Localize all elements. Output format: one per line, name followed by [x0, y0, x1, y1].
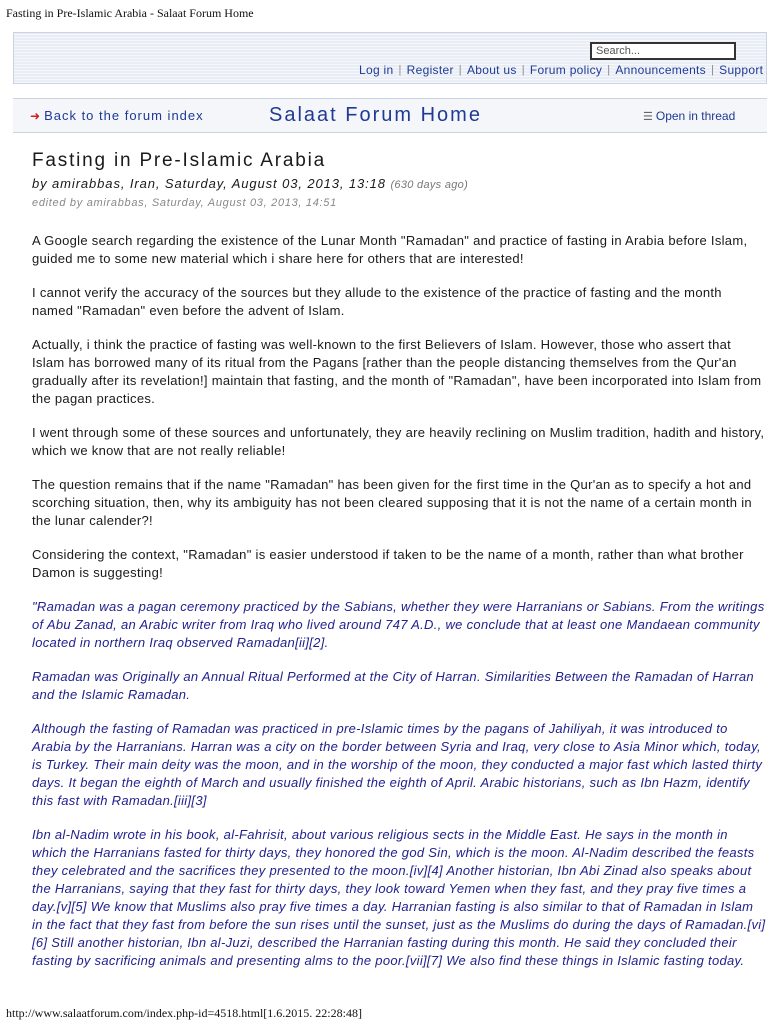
- quoted-paragraph: Although the fasting of Ramadan was practiced in pre-Islamic times by the pagans of Jahiliyah, it was introduced to Arabia by the Harranians. Harran was a city on the border between Syria and Iraq, very close to Asia Minor which, today, is Turkey. Their main deity was the moon, and in the worship of the moon, they conducted a major fast which lasted thirty days. It began the eighth of March and usually finished the eighth of April. Arabic historians, such as Ibn Hazm, identify this fast with Ramadan.[iii][3]: [32, 721, 763, 808]
- post-paragraph: A Google search regarding the existence of the Lunar Month "Ramadan" and practice of fasting in Arabia before Islam, guided me to some new material which i share here for others that are interested!: [32, 233, 748, 266]
- post-paragraph: Considering the context, "Ramadan" is easier understood if taken to be the name of a month, rather than what brother Damon is suggesting!: [32, 547, 744, 580]
- nav-announcements[interactable]: Announcements: [615, 63, 706, 77]
- top-navigation: [359, 62, 765, 78]
- post-paragraph: I cannot verify the accuracy of the sources but they allude to the existence of the practice of fasting and the month named "Ramadan" even before the advent of Islam.: [32, 285, 722, 318]
- nav-separator: |: [398, 64, 402, 76]
- days-ago: (630 days ago): [390, 179, 469, 191]
- print-header-title: Fasting in Pre-Islamic Arabia - Salaat Forum Home: [6, 6, 254, 20]
- nav-support[interactable]: Support: [719, 63, 764, 77]
- nav-log-in[interactable]: Log in: [359, 63, 394, 77]
- nav-separator: |: [710, 64, 715, 76]
- quoted-paragraph: Ramadan was Originally an Annual Ritual Performed at the City of Harran. Similarities Between the Ramadan of Harran and the Islamic Ramadan.: [32, 669, 754, 702]
- nav-register[interactable]: Register: [406, 63, 454, 77]
- back-to-index-link[interactable]: [30, 108, 204, 123]
- open-in-thread-link[interactable]: [643, 109, 735, 123]
- nav-forum-policy[interactable]: Forum policy: [529, 63, 603, 77]
- thread-link-label: Open in thread: [655, 109, 736, 123]
- site-title: Salaat Forum Home: [269, 104, 482, 126]
- print-footer-url: http://www.salaatforum.com/index.php-id=4518.html[1.6.2015. 22:28:48]: [6, 1006, 362, 1020]
- post-title: Fasting in Pre-Islamic Arabia: [32, 150, 327, 171]
- quoted-paragraph: Ibn al-Nadim wrote in his book, al-Fahrisit, about various religious sects in the Middle East. He says in the month in which the Harranians fasted for thirty days, they honored the god Sin, which is the moon. Al-Nadim described the feasts they celebrated and the sacrifices they presented to the moon.[iv][4] Another historian, Ibn Abi Zinad also speaks about the Harranians, saying that they fast for thirty days, they look toward Yemen when they fast, and they pray five times a day.[v][5] We know that Muslims also pray five times a day. Harranian fasting is also similar to that of Ramadan in Islam in the fact that they fast from before the sun rises until the sunset, just as the Muslims do during the days of Ramadan.[vi][6] Still another historian, Ibn al-Juzi, described the Harranian fasting during this month. He said they concluded their fasting by sacrificing animals and presenting alms to the poor.[vii][7] We also find these things in Islamic fasting today.: [32, 827, 766, 968]
- red-arrow-icon: ➜: [30, 108, 42, 123]
- nav-separator: |: [607, 64, 611, 76]
- nav-separator: |: [458, 64, 462, 76]
- quoted-paragraph: "Ramadan was a pagan ceremony practiced by the Sabians, whether they were Harranians or Sabians. From the writings of Abu Zanad, an Arabic writer from Iraq who lived around 747 A.D., we conclude that at least one Mandaean community located in northern Iraq observed Ramadan[ii][2].: [32, 599, 765, 650]
- nav-separator: |: [521, 64, 525, 76]
- post-paragraph: The question remains that if the name "Ramadan" has been given for the first time in the Qur'an as to specify a hot and scorching situation, then, why its ambiguity has not been cleared supposing that it is not the name of a certain month in the lunar calender?!: [32, 477, 752, 528]
- edited-note: edited by amirabbas, Saturday, August 03, 2013, 14:51: [32, 197, 337, 209]
- post-paragraph: Actually, i think the practice of fasting was well-known to the first Believers of Islam. However, those who assert that Islam has borrowed many of its ritual from the Pagans [rather than the people distancing themselves from the Qur'an gradually after its revelation!] maintain that fasting, and the month of "Ramadan", have been incorporated into Islam from the pagan practices.: [32, 337, 762, 406]
- thread-list-icon: ☰: [643, 110, 653, 123]
- byline-author-date: by amirabbas, Iran, Saturday, August 03, 2013, 13:18: [32, 176, 386, 191]
- back-link-label: Back to the forum index: [44, 108, 204, 123]
- post-body: [32, 232, 766, 986]
- nav-about-us[interactable]: About us: [466, 63, 517, 77]
- post-paragraph: I went through some of these sources and unfortunately, they are heavily reclining on Muslim tradition, hadith and history, which we know that are not really reliable!: [32, 425, 765, 458]
- post-byline: [32, 176, 468, 191]
- search-input[interactable]: [590, 42, 736, 60]
